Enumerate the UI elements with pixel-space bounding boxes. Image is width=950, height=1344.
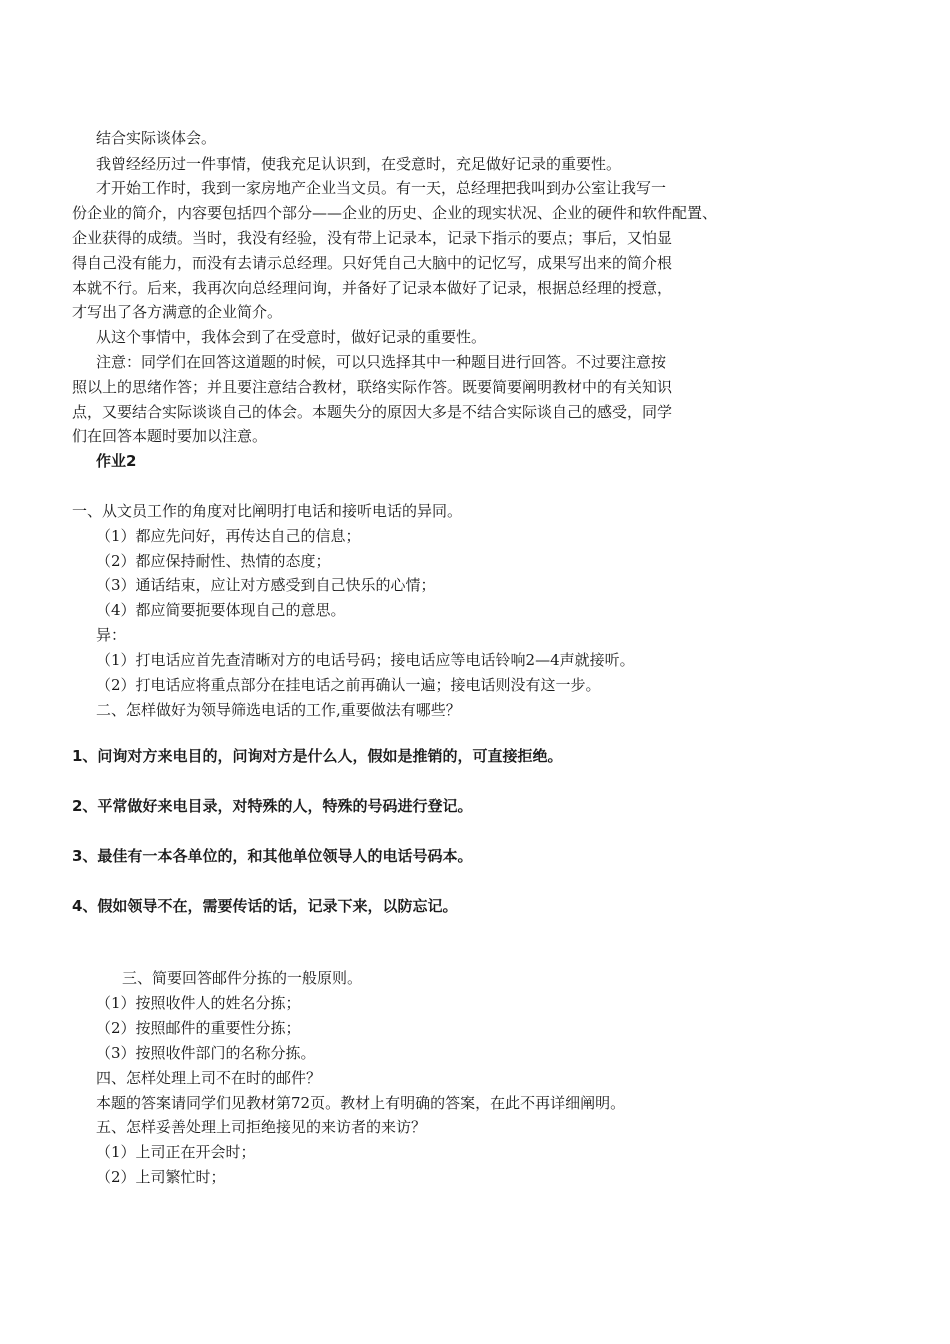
paragraph-line: 份企业的简介，内容要包括四个部分——企业的历史、企业的现实状况、企业的硬件和软件配置、: [72, 204, 718, 222]
list-item: （2）打电话应将重点部分在挂电话之前再确认一遍；接电话则没有这一步。: [96, 676, 601, 694]
list-item: （1）按照收件人的姓名分拣；: [96, 994, 301, 1012]
list-item: （2）上司繁忙时；: [96, 1168, 226, 1186]
question-heading: 五、怎样妥善处理上司拒绝接见的来访者的来访？: [96, 1118, 427, 1136]
list-item: （4）都应简要扼要体现自己的意思。: [96, 601, 346, 619]
paragraph-line: 才开始工作时，我到一家房地产企业当文员。有一天，总经理把我叫到办公室让我写一: [96, 179, 667, 197]
question-heading: 一、从文员工作的角度对比阐明打电话和接听电话的异同。: [72, 502, 463, 520]
paragraph-line: 从这个事情中，我体会到了在受意时，做好记录的重要性。: [96, 328, 487, 346]
question-heading: 四、怎样处理上司不在时的邮件？: [96, 1069, 322, 1087]
question-heading: 三、简要回答邮件分拣的一般原则。: [122, 969, 363, 987]
list-item: 1、问询对方来电目的，问询对方是什么人，假如是推销的，可直接拒绝。: [72, 747, 563, 765]
list-item: （3）按照收件部门的名称分拣。: [96, 1044, 316, 1062]
list-item: （2）都应保持耐性、热情的态度；: [96, 552, 331, 570]
list-item: 4、假如领导不在，需要传话的话，记录下来，以防忘记。: [72, 897, 458, 915]
list-item: （1）都应先问好，再传达自己的信息；: [96, 527, 361, 545]
paragraph-line: 们在回答本题时要加以注意。: [72, 427, 268, 445]
paragraph-line: 我曾经经历过一件事情，使我充足认识到，在受意时，充足做好记录的重要性。: [96, 155, 622, 173]
list-item: 3、最佳有一本各单位的，和其他单位领导人的电话号码本。: [72, 847, 473, 865]
paragraph-line: 本题的答案请同学们见教材第72页。教材上有明确的答案，在此不再详细阐明。: [96, 1094, 626, 1112]
list-item: （3）通话结束，应让对方感受到自己快乐的心情；: [96, 576, 436, 594]
paragraph-line: 得自己没有能力，而没有去请示总经理。只好凭自己大脑中的记忆写，成果写出来的简介根: [72, 254, 673, 272]
question-heading: 二、怎样做好为领导筛选电话的工作,重要做法有哪些？: [96, 701, 461, 719]
paragraph-line: 异：: [96, 626, 127, 644]
list-item: （1）打电话应首先查清晰对方的电话号码；接电话应等电话铃响2—4声就接听。: [96, 651, 635, 669]
list-item: （2）按照邮件的重要性分拣；: [96, 1019, 301, 1037]
list-item: 2、平常做好来电目录，对特殊的人，特殊的号码进行登记。: [72, 797, 473, 815]
paragraph-line: 本就不行。后来，我再次向总经理问询，并备好了记录本做好了记录，根据总经理的授意，: [72, 279, 673, 297]
paragraph-line: 结合实际谈体会。: [96, 129, 217, 147]
paragraph-line: 注意：同学们在回答这道题的时候，可以只选择其中一种题目进行回答。不过要注意按: [96, 353, 667, 371]
paragraph-line: 照以上的思绪作答；并且要注意结合教材，联络实际作答。既要简要阐明教材中的有关知识: [72, 378, 673, 396]
paragraph-line: 才写出了各方满意的企业简介。: [72, 303, 283, 321]
section-heading: 作业2: [96, 452, 137, 470]
list-item: （1）上司正在开会时；: [96, 1143, 256, 1161]
paragraph-line: 企业获得的成绩。当时，我没有经验，没有带上记录本，记录下指示的要点；事后，又怕显: [72, 229, 673, 247]
paragraph-line: 点，又要结合实际谈谈自己的体会。本题失分的原因大多是不结合实际谈自己的感受，同学: [72, 403, 673, 421]
